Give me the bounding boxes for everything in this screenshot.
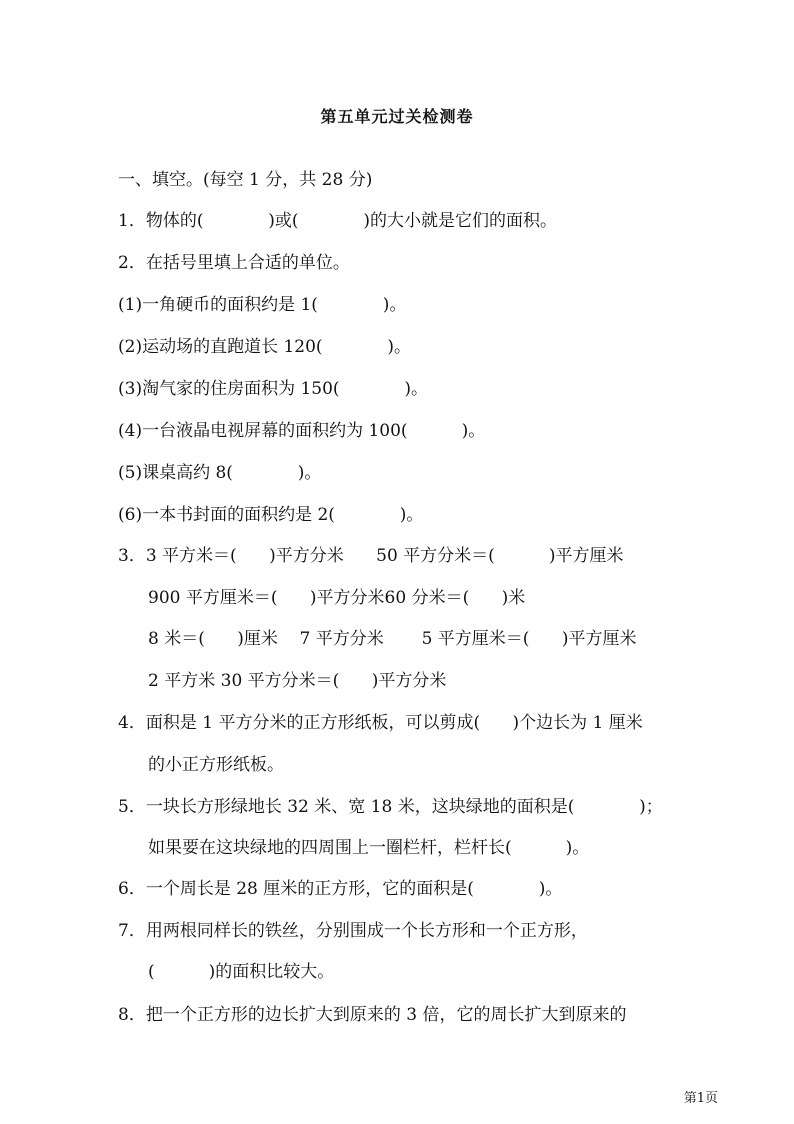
question-1: 1．物体的( )或( )的大小就是它们的面积。	[118, 211, 558, 231]
page-title: 第五单元过关检测卷	[320, 107, 474, 126]
question-5-continued: 如果要在这块绿地的四周围上一圈栏杆，栏杆长( )。	[148, 838, 590, 858]
question-3-row-2: 900 平方厘米＝( )平方分米60 分米＝( )米	[148, 588, 526, 608]
question-2-item-1: (1)一角硬币的面积约是 1( )。	[118, 295, 407, 315]
question-2-item-3: (3)淘气家的住房面积为 150( )。	[118, 379, 429, 399]
question-3-row-4: 2 平方米 30 平方分米＝( )平方分米	[148, 671, 447, 691]
question-4-continued: 的小正方形纸板。	[148, 755, 284, 775]
question-4: 4．面积是 1 平方分米的正方形纸板，可以剪成( )个边长为 1 厘米	[118, 713, 643, 733]
question-6: 6．一个周长是 28 厘米的正方形，它的面积是( )。	[118, 879, 563, 899]
question-5: 5．一块长方形绿地长 32 米、宽 18 米，这块绿地的面积是( )；	[118, 797, 663, 817]
page-number: 第1页	[683, 1091, 718, 1106]
question-2-item-5: (5)课桌高约 8( )。	[118, 463, 322, 483]
question-8: 8．把一个正方形的边长扩大到原来的 3 倍，它的周长扩大到原来的	[118, 1005, 627, 1025]
question-2-item-6: (6)一本书封面的面积约是 2( )。	[118, 505, 424, 525]
section-heading: 一、填空。(每空 1 分，共 28 分)	[118, 170, 373, 190]
question-3-row-1: 3．3 平方米＝( )平方分米 50 平方分米＝( )平方厘米	[118, 546, 624, 566]
question-2: 2．在括号里填上合适的单位。	[118, 253, 350, 273]
question-7: 7．用两根同样长的铁丝，分别围成一个长方形和一个正方形，	[118, 921, 588, 941]
question-2-item-4: (4)一台液晶电视屏幕的面积约为 100( )。	[118, 421, 486, 441]
question-7-continued: ( )的面积比较大。	[148, 962, 335, 982]
question-2-item-2: (2)运动场的直跑道长 120( )。	[118, 337, 412, 357]
question-3-row-3: 8 米＝( )厘米 7 平方分米 5 平方厘米＝( )平方厘米	[148, 629, 637, 649]
